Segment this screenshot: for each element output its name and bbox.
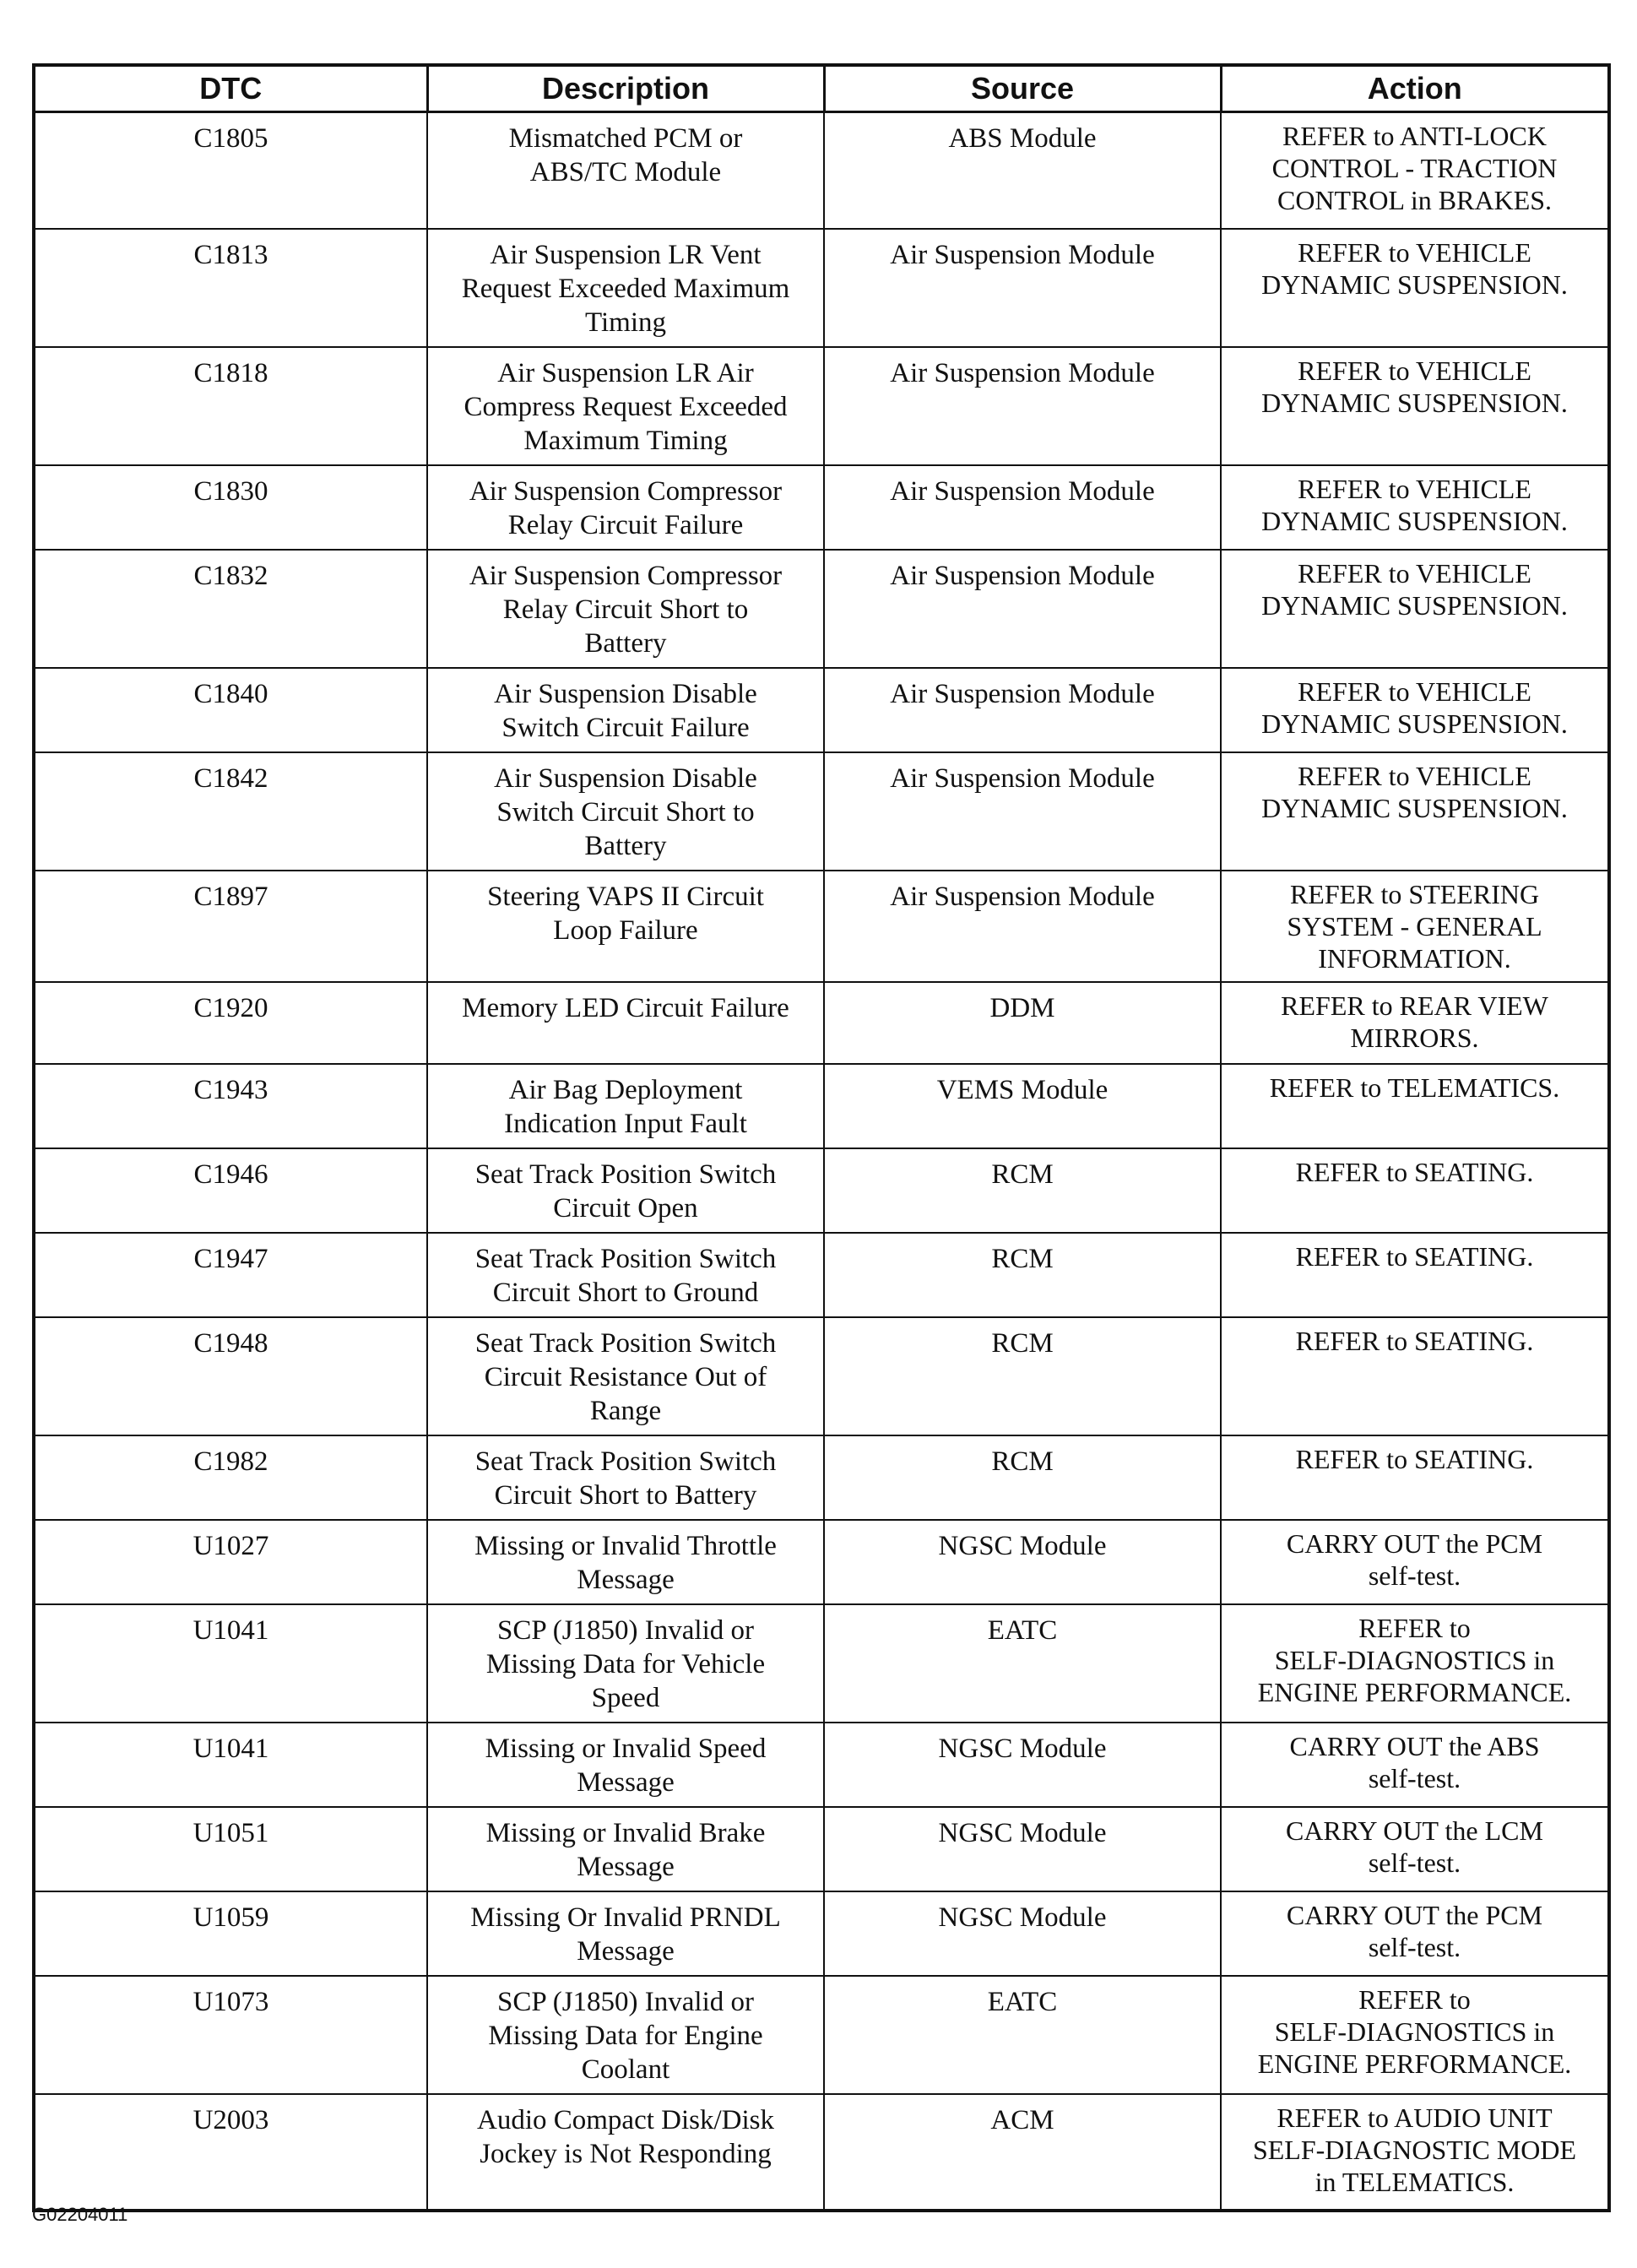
cell-dtc: U1041 — [34, 1723, 427, 1807]
cell-description: Seat Track Position Switch Circuit Open — [427, 1148, 824, 1233]
cell-description: Audio Compact Disk/Disk Jockey is Not Responding — [427, 2094, 824, 2211]
cell-source: VEMS Module — [824, 1064, 1221, 1148]
cell-source: Air Suspension Module — [824, 465, 1221, 550]
cell-dtc: C1818 — [34, 347, 427, 465]
cell-dtc: C1948 — [34, 1317, 427, 1435]
cell-action: REFER to VEHICLE DYNAMIC SUSPENSION. — [1221, 465, 1609, 550]
cell-dtc: U2003 — [34, 2094, 427, 2211]
cell-source: Air Suspension Module — [824, 752, 1221, 871]
table-row — [34, 1435, 1609, 1520]
cell-action: REFER to VEHICLE DYNAMIC SUSPENSION. — [1221, 347, 1609, 465]
cell-source: NGSC Module — [824, 1807, 1221, 1891]
cell-source: RCM — [824, 1148, 1221, 1233]
cell-dtc: C1920 — [34, 982, 427, 1064]
cell-source: RCM — [824, 1435, 1221, 1520]
table-row — [34, 1891, 1609, 1976]
cell-action: REFER to VEHICLE DYNAMIC SUSPENSION. — [1221, 668, 1609, 752]
table-row — [34, 1520, 1609, 1604]
table-row — [34, 1807, 1609, 1891]
cell-description: Air Suspension Disable Switch Circuit Failure — [427, 668, 824, 752]
cell-description: SCP (J1850) Invalid or Missing Data for Vehicle Speed — [427, 1604, 824, 1723]
cell-description: SCP (J1850) Invalid or Missing Data for Engine Coolant — [427, 1976, 824, 2094]
cell-dtc: C1842 — [34, 752, 427, 871]
cell-action: CARRY OUT the ABS self-test. — [1221, 1723, 1609, 1807]
table-row — [34, 112, 1609, 229]
cell-action: CARRY OUT the PCM self-test. — [1221, 1520, 1609, 1604]
cell-dtc: U1027 — [34, 1520, 427, 1604]
dtc-table — [32, 63, 1611, 2212]
cell-description: Air Suspension LR Vent Request Exceeded Maximum Timing — [427, 229, 824, 347]
cell-action: REFER to ANTI-LOCK CONTROL - TRACTION CONTROL in BRAKES. — [1221, 112, 1609, 229]
cell-action: REFER to VEHICLE DYNAMIC SUSPENSION. — [1221, 752, 1609, 871]
table-row — [34, 550, 1609, 668]
cell-dtc: U1041 — [34, 1604, 427, 1723]
table-row — [34, 752, 1609, 871]
cell-description: Air Suspension LR Air Compress Request Exceeded Maximum Timing — [427, 347, 824, 465]
cell-source: Air Suspension Module — [824, 871, 1221, 982]
cell-source: Air Suspension Module — [824, 668, 1221, 752]
table-row — [34, 465, 1609, 550]
table-row — [34, 668, 1609, 752]
table-row — [34, 871, 1609, 982]
cell-source: NGSC Module — [824, 1520, 1221, 1604]
cell-dtc: C1947 — [34, 1233, 427, 1317]
figure-id: G02204011 — [32, 2204, 128, 2225]
table-header-row — [34, 65, 1609, 112]
cell-source: RCM — [824, 1233, 1221, 1317]
table-row — [34, 982, 1609, 1064]
cell-action: REFER to VEHICLE DYNAMIC SUSPENSION. — [1221, 229, 1609, 347]
cell-description: Seat Track Position Switch Circuit Short to Battery — [427, 1435, 824, 1520]
cell-dtc: C1946 — [34, 1148, 427, 1233]
cell-source: ABS Module — [824, 112, 1221, 229]
header-description: Description — [427, 65, 824, 112]
header-source: Source — [824, 65, 1221, 112]
header-action: Action — [1221, 65, 1609, 112]
table-row — [34, 1723, 1609, 1807]
cell-source: Air Suspension Module — [824, 229, 1221, 347]
cell-action: REFER to SEATING. — [1221, 1435, 1609, 1520]
table-row — [34, 1233, 1609, 1317]
table-row — [34, 2094, 1609, 2211]
cell-action: REFER to SEATING. — [1221, 1317, 1609, 1435]
cell-source: ACM — [824, 2094, 1221, 2211]
cell-description: Air Suspension Compressor Relay Circuit Failure — [427, 465, 824, 550]
cell-action: REFER to STEERING SYSTEM - GENERAL INFORMATION. — [1221, 871, 1609, 982]
cell-dtc: C1832 — [34, 550, 427, 668]
table-row — [34, 1604, 1609, 1723]
cell-source: NGSC Module — [824, 1723, 1221, 1807]
cell-description: Air Suspension Compressor Relay Circuit Short to Battery — [427, 550, 824, 668]
table-row — [34, 229, 1609, 347]
table-row — [34, 1976, 1609, 2094]
table-row — [34, 1064, 1609, 1148]
cell-source: EATC — [824, 1604, 1221, 1723]
cell-description: Memory LED Circuit Failure — [427, 982, 824, 1064]
cell-dtc: U1059 — [34, 1891, 427, 1976]
cell-dtc: C1813 — [34, 229, 427, 347]
cell-action: CARRY OUT the LCM self-test. — [1221, 1807, 1609, 1891]
cell-action: REFER to SELF-DIAGNOSTICS in ENGINE PERFORMANCE. — [1221, 1976, 1609, 2094]
cell-action: REFER to VEHICLE DYNAMIC SUSPENSION. — [1221, 550, 1609, 668]
table-row — [34, 1148, 1609, 1233]
table-row — [34, 347, 1609, 465]
cell-action: REFER to SELF-DIAGNOSTICS in ENGINE PERFORMANCE. — [1221, 1604, 1609, 1723]
cell-action: CARRY OUT the PCM self-test. — [1221, 1891, 1609, 1976]
cell-description: Air Bag Deployment Indication Input Fault — [427, 1064, 824, 1148]
cell-dtc: C1830 — [34, 465, 427, 550]
cell-dtc: C1897 — [34, 871, 427, 982]
cell-action: REFER to REAR VIEW MIRRORS. — [1221, 982, 1609, 1064]
cell-source: NGSC Module — [824, 1891, 1221, 1976]
cell-source: Air Suspension Module — [824, 347, 1221, 465]
cell-dtc: C1840 — [34, 668, 427, 752]
cell-action: REFER to SEATING. — [1221, 1148, 1609, 1233]
table-body — [34, 112, 1609, 2211]
cell-source: RCM — [824, 1317, 1221, 1435]
cell-dtc: C1982 — [34, 1435, 427, 1520]
cell-dtc: C1943 — [34, 1064, 427, 1148]
cell-description: Mismatched PCM or ABS/TC Module — [427, 112, 824, 229]
cell-description: Seat Track Position Switch Circuit Short to Ground — [427, 1233, 824, 1317]
cell-description: Seat Track Position Switch Circuit Resistance Out of Range — [427, 1317, 824, 1435]
cell-action: REFER to AUDIO UNIT SELF-DIAGNOSTIC MODE in TELEMATICS. — [1221, 2094, 1609, 2211]
cell-dtc: U1051 — [34, 1807, 427, 1891]
cell-description: Missing or Invalid Brake Message — [427, 1807, 824, 1891]
cell-source: EATC — [824, 1976, 1221, 2094]
table-row — [34, 1317, 1609, 1435]
cell-description: Missing Or Invalid PRNDL Message — [427, 1891, 824, 1976]
cell-action: REFER to SEATING. — [1221, 1233, 1609, 1317]
cell-dtc: U1073 — [34, 1976, 427, 2094]
cell-description: Steering VAPS II Circuit Loop Failure — [427, 871, 824, 982]
cell-description: Air Suspension Disable Switch Circuit Short to Battery — [427, 752, 824, 871]
cell-source: Air Suspension Module — [824, 550, 1221, 668]
cell-description: Missing or Invalid Speed Message — [427, 1723, 824, 1807]
cell-dtc: C1805 — [34, 112, 427, 229]
cell-source: DDM — [824, 982, 1221, 1064]
header-dtc: DTC — [34, 65, 427, 112]
cell-action: REFER to TELEMATICS. — [1221, 1064, 1609, 1148]
cell-description: Missing or Invalid Throttle Message — [427, 1520, 824, 1604]
